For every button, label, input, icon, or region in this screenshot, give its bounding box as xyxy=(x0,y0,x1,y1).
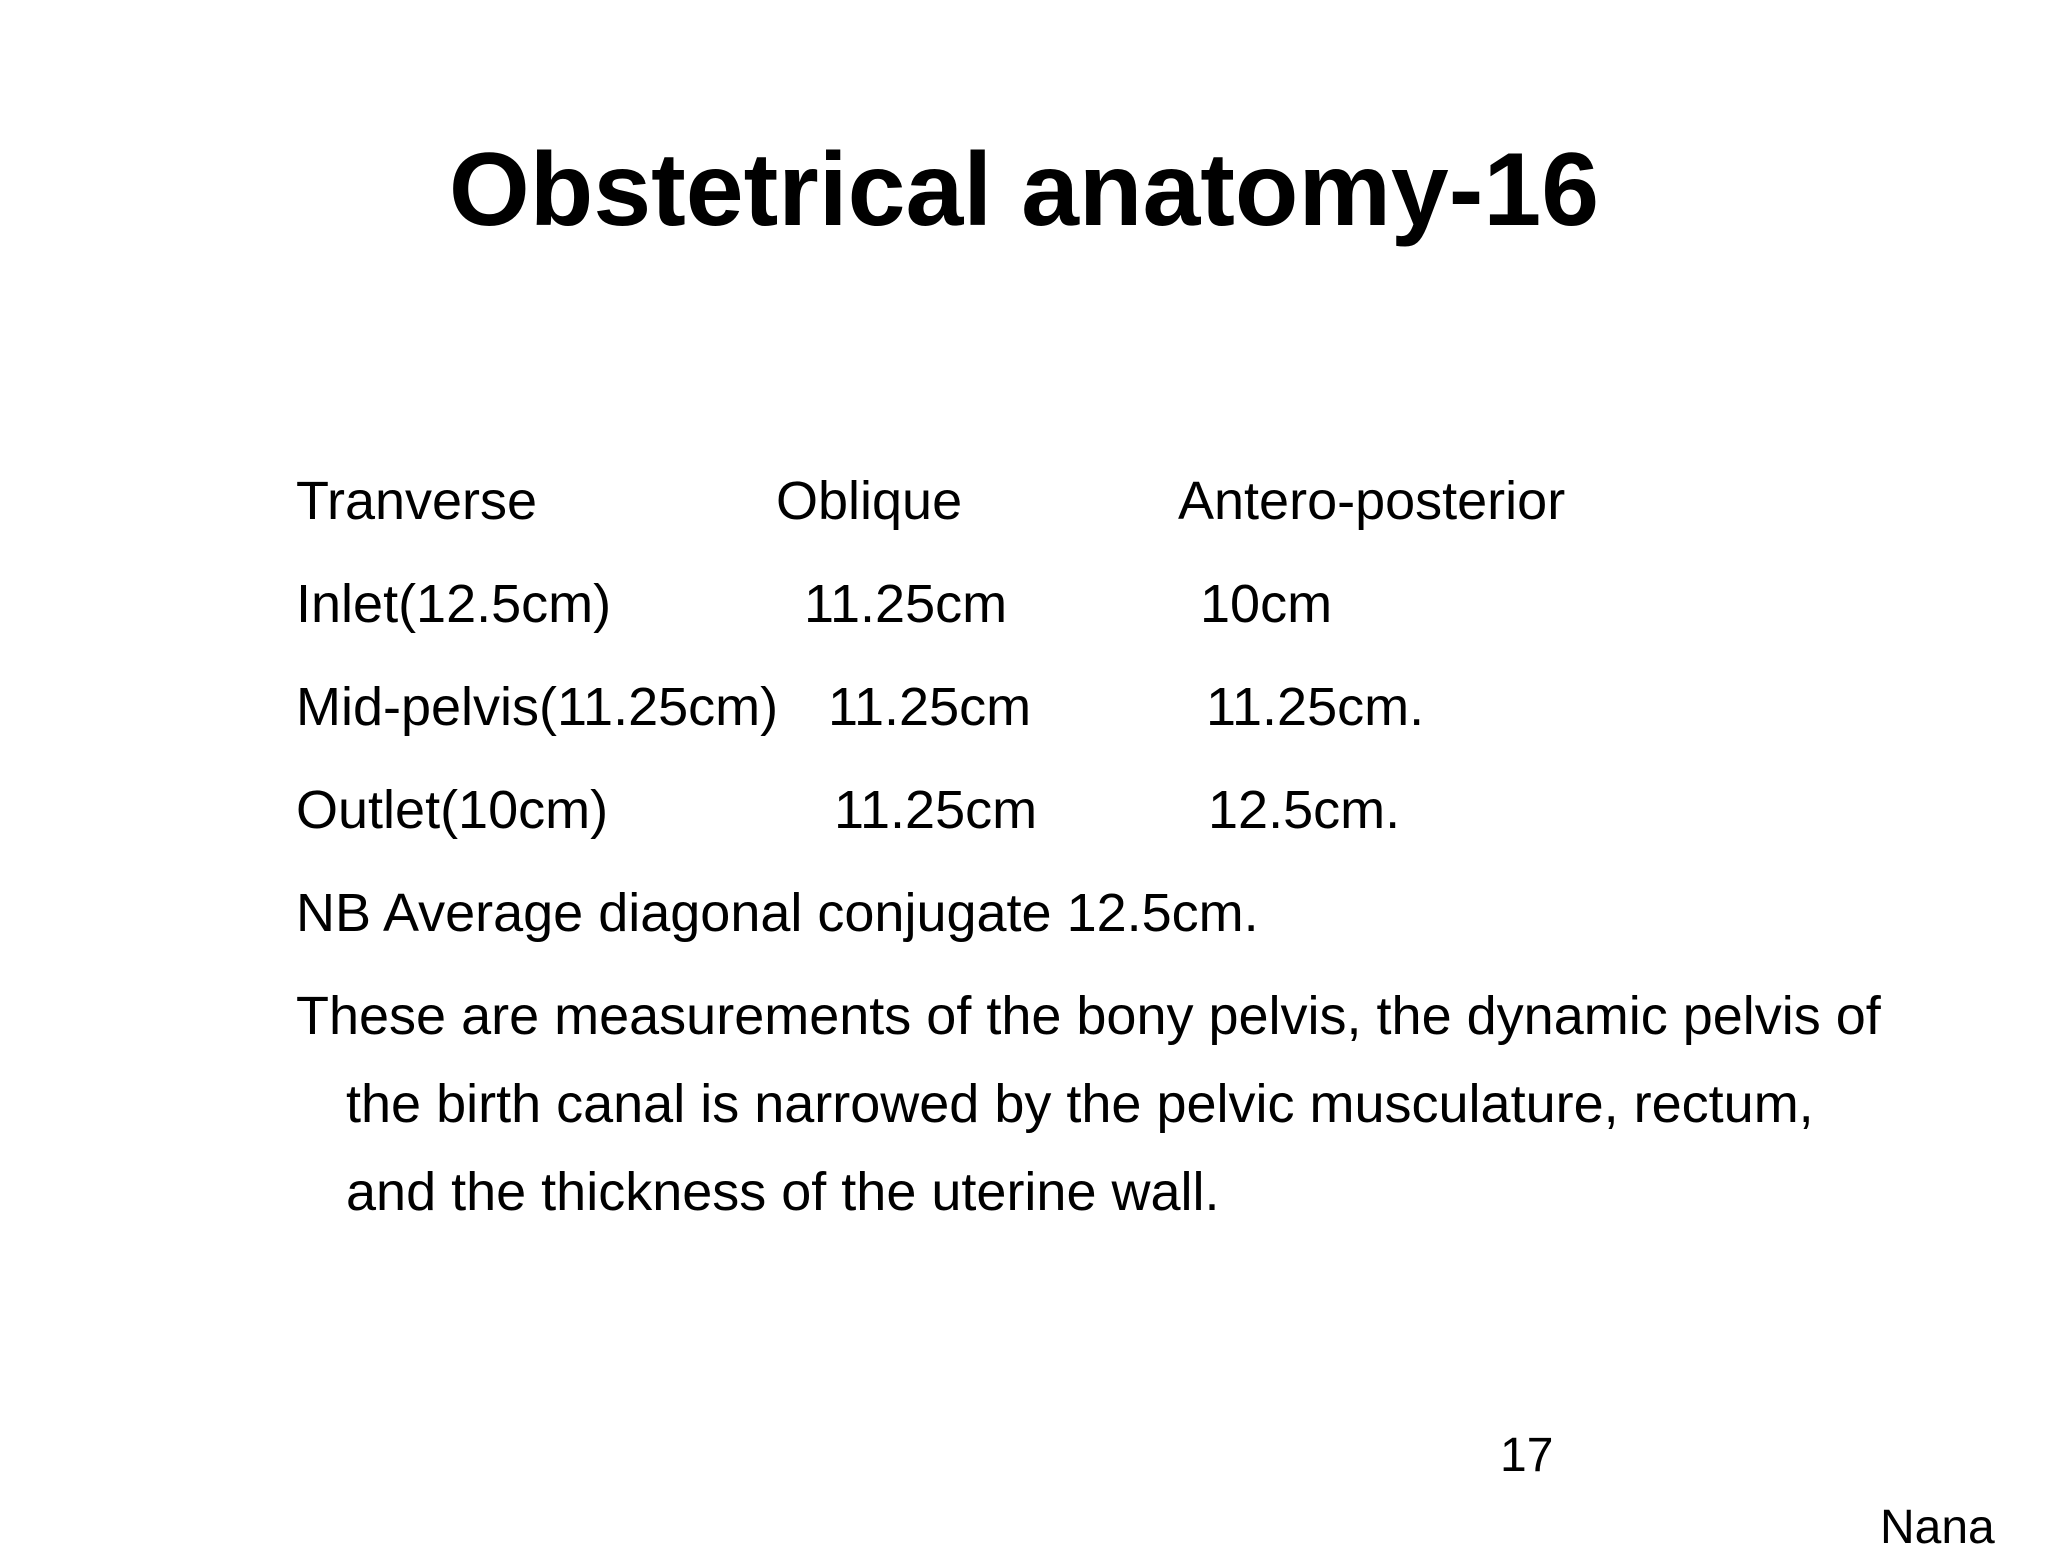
header-antero-posterior: Antero-posterior xyxy=(1178,471,1566,531)
cell-transverse: Mid-pelvis(11.25cm) xyxy=(296,677,779,737)
cell-oblique: 11.25cm xyxy=(834,780,1038,840)
cell-antero-posterior: 10cm xyxy=(1200,574,1333,634)
header-transverse: Tranverse xyxy=(296,471,538,531)
page-number: 17 xyxy=(1500,1429,1554,1482)
author-name: Nana xyxy=(1880,1501,1995,1554)
paragraph-line: the birth canal is narrowed by the pelvic musculature, rectum, xyxy=(346,1074,1814,1134)
header-oblique: Oblique xyxy=(776,471,963,531)
cell-oblique: 11.25cm xyxy=(828,677,1032,737)
cell-transverse: Inlet(12.5cm) xyxy=(296,574,612,634)
cell-antero-posterior: 11.25cm. xyxy=(1206,677,1425,737)
cell-oblique: 11.25cm xyxy=(804,574,1008,634)
cell-transverse: Outlet(10cm) xyxy=(296,780,609,840)
cell-antero-posterior: 12.5cm. xyxy=(1208,780,1401,840)
paragraph-line: These are measurements of the bony pelvis, the dynamic pelvis of xyxy=(296,986,1881,1046)
slide-title: Obstetrical anatomy-16 xyxy=(448,132,1600,248)
paragraph-line: and the thickness of the uterine wall. xyxy=(346,1162,1220,1222)
nb-note: NB Average diagonal conjugate 12.5cm. xyxy=(296,883,1259,943)
